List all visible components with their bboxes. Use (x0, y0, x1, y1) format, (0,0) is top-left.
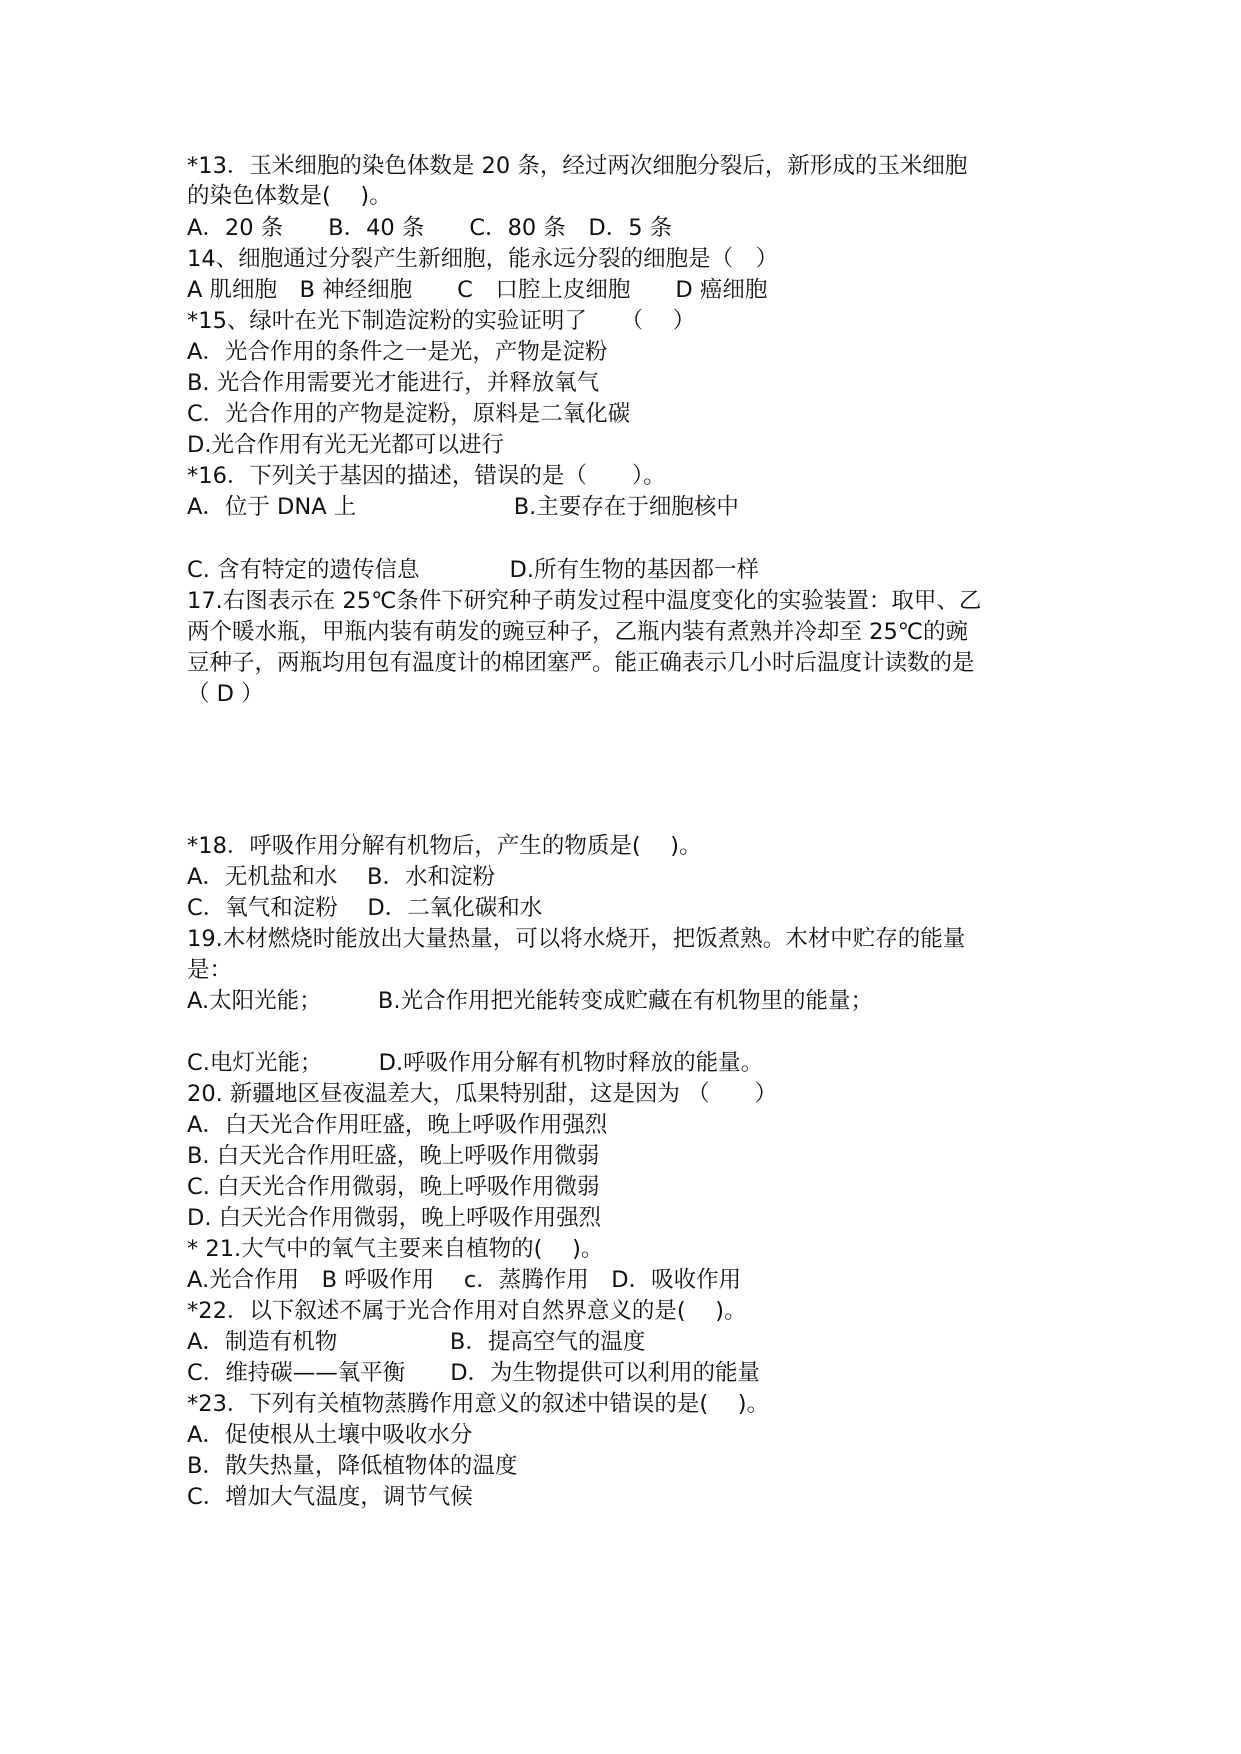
question-18-options-cd: C．氧气和淀粉 D．二氧化碳和水 (187, 895, 543, 921)
question-13-line-1: *13．玉米细胞的染色体数是 20 条，经过两次细胞分裂后，新形成的玉米细胞 (187, 153, 968, 179)
question-13-options: A．20 条 B．40 条 C．80 条 D．5 条 (187, 215, 673, 241)
question-19-line-1: 19.木材燃烧时能放出大量热量，可以将水烧开，把饭煮熟。木材中贮存的能量 (187, 926, 966, 952)
question-19-options-ab: A.太阳光能； B.光合作用把光能转变成贮藏在有机物里的能量； (187, 988, 873, 1014)
question-20-option-d: D. 白天光合作用微弱，晚上呼吸作用强烈 (187, 1205, 602, 1231)
question-21-options: A.光合作用 B 呼吸作用 c．蒸腾作用 D．吸收作用 (187, 1267, 742, 1293)
question-20-option-c: C. 白天光合作用微弱，晚上呼吸作用微弱 (187, 1174, 600, 1200)
question-19-line-2: 是： (187, 957, 233, 983)
question-23-option-c: C．增加大气温度，调节气候 (187, 1484, 473, 1510)
question-17-line-3: 豆种子，两瓶均用包有温度计的棉团塞严。能正确表示几小时后温度计读数的是 (187, 650, 975, 676)
question-23-stem: *23．下列有关植物蒸腾作用意义的叙述中错误的是( )。 (187, 1391, 770, 1417)
question-23-option-a: A．促使根从土壤中吸收水分 (187, 1422, 473, 1448)
question-20-option-a: A．白天光合作用旺盛，晚上呼吸作用强烈 (187, 1112, 608, 1138)
question-15-option-a: A．光合作用的条件之一是光，产物是淀粉 (187, 339, 608, 365)
question-22-stem: *22．以下叙述不属于光合作用对自然界意义的是( )。 (187, 1298, 747, 1324)
question-20-stem: 20. 新疆地区昼夜温差大，瓜果特别甜，这是因为 （ ） (187, 1081, 778, 1107)
question-23-option-b: B．散失热量，降低植物体的温度 (187, 1453, 518, 1479)
question-17-line-1: 17.右图表示在 25℃条件下研究种子萌发过程中温度变化的实验装置：取甲、乙 (187, 588, 982, 614)
question-18-options-ab: A．无机盐和水 B．水和淀粉 (187, 864, 495, 890)
question-16-options-ab: A．位于 DNA 上 B.主要存在于细胞核中 (187, 494, 739, 520)
question-22-options-ab: A．制造有机物 B．提高空气的温度 (187, 1329, 646, 1355)
question-14-stem: 14、细胞通过分裂产生新细胞，能永远分裂的细胞是（ ） (187, 246, 779, 272)
question-21-stem: * 21.大气中的氧气主要来自植物的( )。 (187, 1236, 604, 1262)
question-16-options-cd: C. 含有特定的遗传信息 D.所有生物的基因都一样 (187, 557, 759, 583)
question-14-options: A 肌细胞 B 神经细胞 C 口腔上皮细胞 D 癌细胞 (187, 277, 768, 303)
question-13-line-2: 的染色体数是( )。 (187, 183, 392, 209)
question-20-option-b: B. 白天光合作用旺盛，晚上呼吸作用微弱 (187, 1143, 600, 1169)
question-15-option-b: B. 光合作用需要光才能进行，并释放氧气 (187, 370, 600, 396)
question-17-answer: （ D ） (187, 681, 264, 707)
question-15-option-d: D.光合作用有光无光都可以进行 (187, 432, 504, 458)
question-17-line-2: 两个暖水瓶，甲瓶内装有萌发的豌豆种子，乙瓶内装有煮熟并冷却至 25℃的豌 (187, 619, 969, 645)
question-16-stem: *16．下列关于基因的描述，错误的是（ ）。 (187, 463, 666, 489)
question-15-option-c: C．光合作用的产物是淀粉，原料是二氧化碳 (187, 401, 631, 427)
question-19-options-cd: C.电灯光能； D.呼吸作用分解有机物时释放的能量。 (187, 1050, 764, 1076)
question-22-options-cd: C．维持碳——氧平衡 D．为生物提供可以利用的能量 (187, 1360, 761, 1386)
question-18-stem: *18．呼吸作用分解有机物后，产生的物质是( )。 (187, 833, 702, 859)
question-15-stem: *15、绿叶在光下制造淀粉的实验证明了 （ ） (187, 308, 696, 334)
